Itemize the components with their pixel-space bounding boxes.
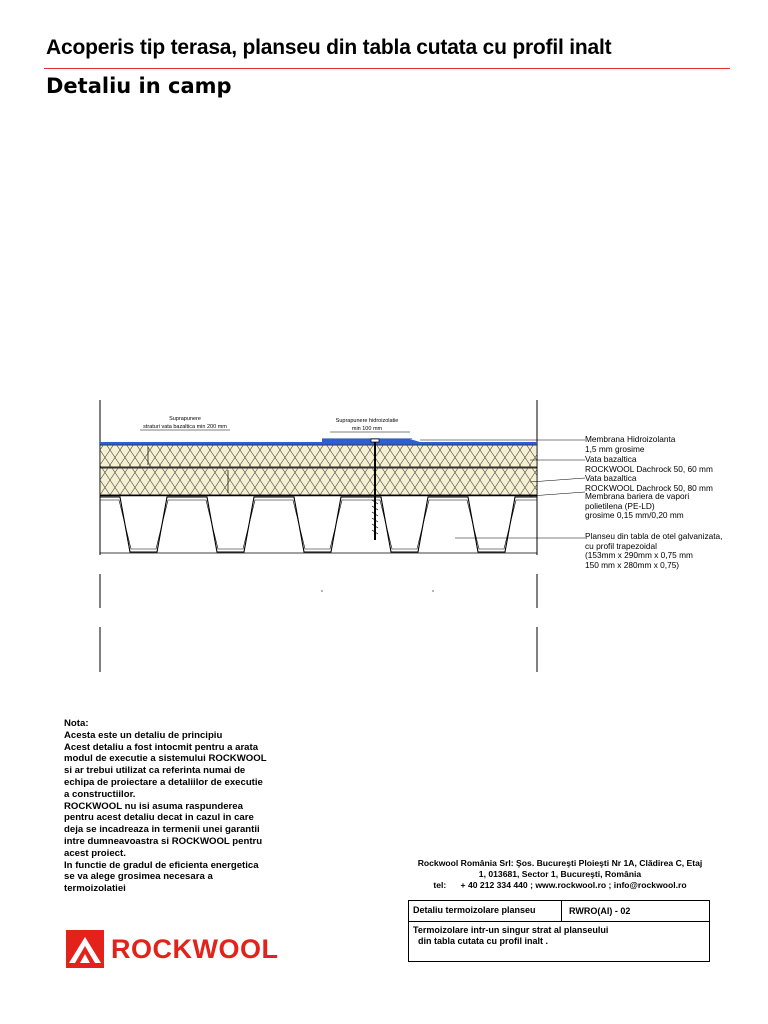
insulation-layers bbox=[100, 445, 537, 496]
callout-wool-60: Vata bazaltica ROCKWOOL Dachrock 50, 60 mm bbox=[585, 454, 713, 474]
overlap-insulation-label-1: Suprapunere bbox=[169, 416, 201, 422]
company-address: Rockwool România Srl: Şos. Bucureşti Ploieşti Nr 1A, Clădirea C, Etaj 1, 013681, Sector 1, Bucureşti, România tel: + 40 212 334 440 ; www.rockwool.ro ; info@rockwool.ro bbox=[417, 858, 703, 890]
disclaimer-note: Nota: Acesta este un detaliu de principiu Acest detaliu a fost intocmit pentru a arata modul de executie a sistemului ROCKWOOL si ar trebui utilizat ca referinta numai de echipa de proiectare a detaliilor de executie a constructiilor. ROCKWOOL nu isi asuma raspunderea pentru acest detaliu decat in cazul in care deja se incadreaza in termenii unei garantii intre dumneavoastra si ROCKWOOL pentru acest proiect. In functie de gradul de eficienta energetica se va alege grosimea necesara a termoizolatiei bbox=[64, 718, 267, 895]
title-block bbox=[408, 900, 710, 962]
overlap-membrane-label-2: min 100 mm bbox=[351, 426, 383, 432]
rockwool-logo-text: ROCKWOOL bbox=[111, 934, 279, 964]
overlap-membrane-label-1: Suprapunere hidroizolatie bbox=[335, 418, 399, 424]
detail-name: Detaliu termoizolare planseu bbox=[413, 905, 536, 915]
waterproofing-membrane bbox=[100, 439, 537, 445]
page-subtitle: Detaliu in camp bbox=[46, 74, 232, 98]
dimension-text-overlap-insulation bbox=[140, 416, 230, 430]
dimension-text-overlap-membrane bbox=[330, 418, 410, 432]
callout-vapor-barrier: Membrana bariera de vapori polietilena (PE-LD) grosime 0,15 mm/0,20 mm bbox=[585, 491, 690, 521]
drawing-frame bbox=[100, 400, 537, 672]
callout-wool-80: Vata bazaltica ROCKWOOL Dachrock 50, 80 mm bbox=[585, 473, 713, 493]
rockwool-logo-icon bbox=[66, 930, 104, 968]
tick-marks bbox=[321, 590, 433, 591]
detail-description: Termoizolare intr-un singur strat al planseului din tabla cutata cu profil inalt . bbox=[413, 925, 609, 946]
callout-steel-deck: Planseu din tabla de otel galvanizata, cu profil trapezoidal (153mm x 290mm x 0,75 mm 150 mm x 280mm x 0,75) bbox=[585, 531, 723, 570]
detail-code: RWRO(AI) - 02 bbox=[569, 906, 631, 916]
page-title: Acoperis tip terasa, planseu din tabla cutata cu profil inalt bbox=[46, 36, 612, 59]
trapezoidal-steel-deck bbox=[100, 497, 537, 553]
overlap-insulation-label-2: straturi vata bazaltica min 200 mm bbox=[143, 424, 227, 430]
deck-profile-outer bbox=[100, 497, 537, 552]
callout-membrane: Membrana Hidroizolanta 1,5 mm grosime bbox=[585, 434, 676, 454]
title-divider bbox=[44, 68, 730, 69]
